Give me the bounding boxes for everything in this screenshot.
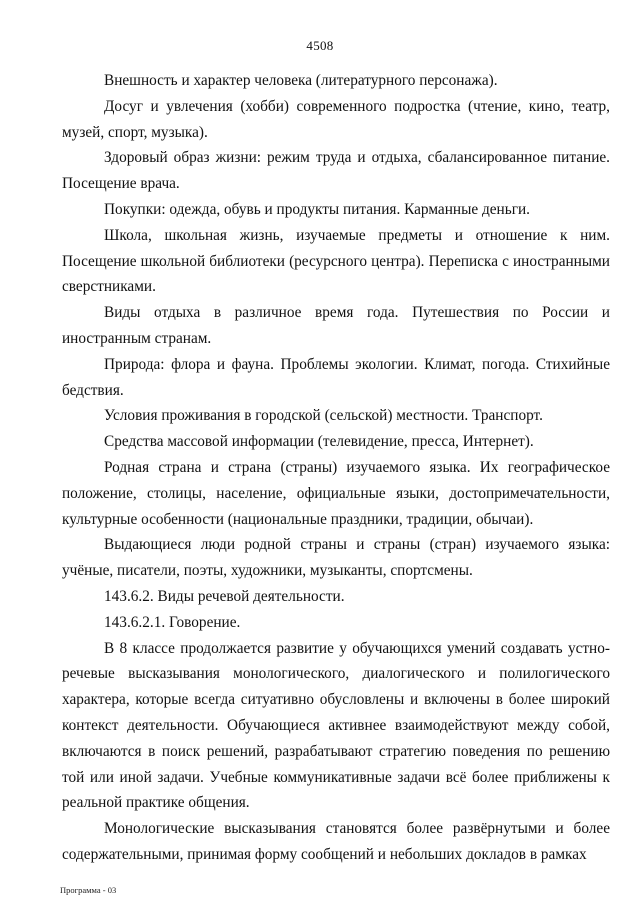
paragraph-leisure: Досуг и увлечения (хобби) современного подростка (чтение, кино, театр, музей, спорт, музыка). [62, 97, 610, 141]
section-heading-speech-activities: 143.6.2. Виды речевой деятельности. [104, 587, 345, 605]
footer-program-label: Программа - 03 [60, 885, 117, 895]
paragraph-mass-media: Средства массовой информации (телевидение, пресса, Интернет). [104, 433, 534, 451]
paragraph-nature: Природа: флора и фауна. Проблемы экологии. Климат, погода. Стихийные бедствия. [62, 355, 610, 399]
body-text [62, 68, 610, 868]
paragraph-speaking-development: В 8 классе продолжается развитие у обучающихся умений создавать устно-речевые высказывания монологического, диалогического и полилогического характера, которые всегда ситуативно обусловлены и включены в более широкий контекст деятельности. Обучающиеся активнее взаимодействуют между собой, включаются в поиск решений, разрабатывают стратегию поведения по решению той или иной задачи. Учебные коммуникативные задачи всё более приближены к реальной практике общения. [62, 639, 610, 812]
paragraph-school: Школа, школьная жизнь, изучаемые предметы и отношение к ним. Посещение школьной библиотеки (ресурсного центра). Переписка с иностранными сверстниками. [62, 226, 610, 296]
paragraph-monologue: Монологические высказывания становятся более развёрнутыми и более содержательными, принимая форму сообщений и небольших докладов в рамках [62, 820, 610, 863]
paragraph-living-conditions: Условия проживания в городской (сельской) местности. Транспорт. [104, 407, 543, 425]
paragraph-shopping: Покупки: одежда, обувь и продукты питания. Карманные деньги. [104, 200, 530, 218]
page-number: 4508 [306, 38, 334, 53]
paragraph-appearance: Внешность и характер человека (литературного персонажа). [104, 72, 498, 89]
section-heading-speaking: 143.6.2.1. Говорение. [104, 613, 241, 631]
paragraph-famous-people: Выдающиеся люди родной страны и страны (стран) изучаемого языка: учёные, писатели, поэты, художники, музыканты, спортсмены. [62, 536, 610, 580]
paragraph-native-country: Родная страна и страна (страны) изучаемого языка. Их географическое положение, столицы, население, официальные языки, достопримечательности, культурные особенности (национальные праздники, традиции, обычаи). [62, 458, 610, 528]
paragraph-healthy-lifestyle: Здоровый образ жизни: режим труда и отдыха, сбалансированное питание. Посещение врача. [62, 149, 610, 193]
paragraph-travel: Виды отдыха в различное время года. Путешествия по России и иностранным странам. [62, 304, 610, 347]
